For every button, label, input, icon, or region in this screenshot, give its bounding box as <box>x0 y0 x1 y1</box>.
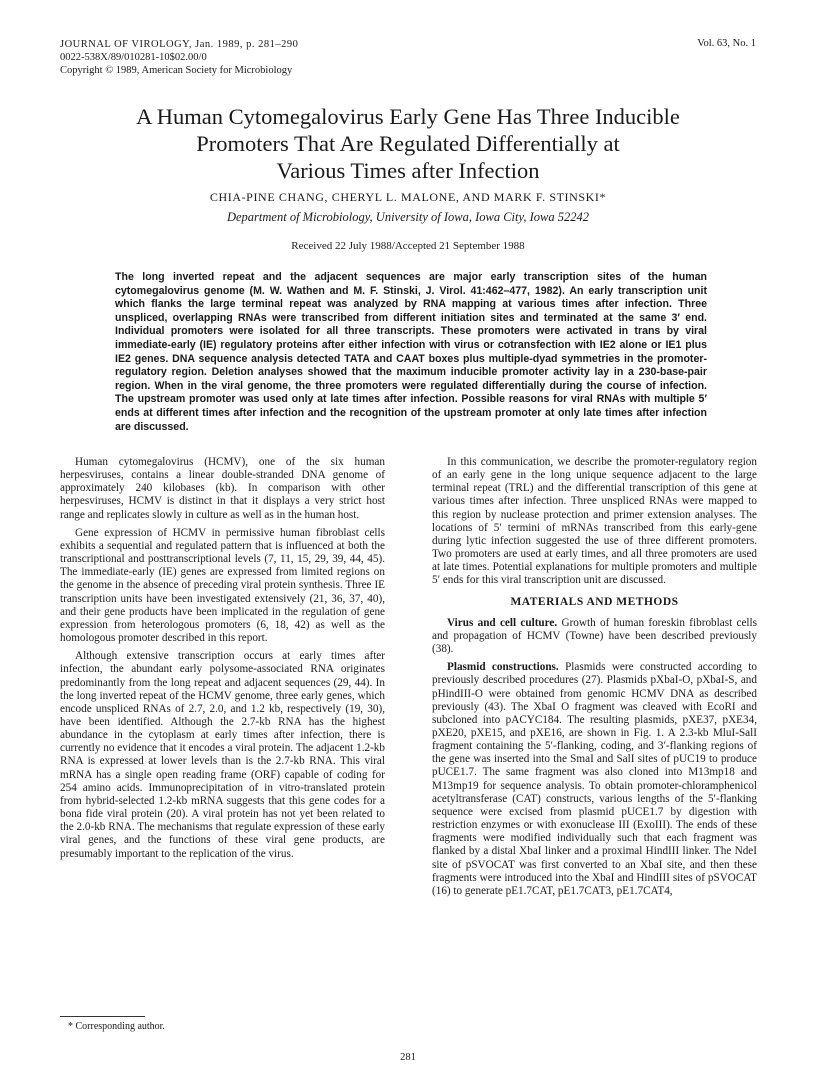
subsection-heading: Virus and cell culture. <box>447 616 558 629</box>
title-line: Various Times after Infection <box>276 158 540 183</box>
section-heading: MATERIALS AND METHODS <box>510 595 679 608</box>
subsection-heading: Plasmid constructions. <box>447 661 559 674</box>
abstract: The long inverted repeat and the adjacent sequences are major early transcription sites of the human cytomegalovirus genome (M. W. Wathen and M. F. Stinski, J. Virol. 41:462–477, 1982). An early transcription unit which flanks the large terminal repeat was analyzed by RNA mapping at various times after infection. Three unspliced, overlapping RNAs were transcribed from different initiation sites and terminated at the same 3′ end. Individual promoters were isolated for all three transcripts. These promoters were activated in trans by viral immediate-early (IE) regulatory proteins after either infection with virus or cotransfection with IE2 alone or IE1 plus IE2 genes. DNA sequence analysis detected TATA and CAAT boxes plus multiple-dyad symmetries in the promoter-regulatory region. Deletion analyses showed that the maximum inducible promoter activity lay in a 230-base-pair region. When in the viral genome, the three promoters were regulated differentially during the course of infection. The upstream promoter was used only at late times after infection. Possible reasons for viral RNAs with multiple 5′ ends at different times after infection and the recognition of the upstream promoter at only late times after infection are discussed. <box>115 271 707 433</box>
affiliation: Department of Microbiology, University of Iowa, Iowa City, Iowa 52242 <box>226 210 589 224</box>
paragraph-text: Plasmids were constructed according to previously described procedures (27). Plasmids pXbaI-O, pXbaI-S, and pHindIII-O were obtained from genomic HCMV DNA as described previously (43). The XbaI O fragment was cleaved with EcoRI and subcloned into pACYC184. The resulting plasmids, pXE37, pXE34, pXE20, pXE15, and pXE16, are shown in Fig. 1. A 2.3-kb MluI-SalI fragment containing the 5′-flanking, coding, and 3′-flanking regions of the gene was inserted into the SmaI and SalI sites of pUC19 to produce pUCE1.7. The same fragment was also cloned into M13mp18 and M13mp19 for sequence analysis. To obtain promoter-chloramphenicol acetyltransferase (CAT) constructs, various lengths of the 5′-flanking sequence were excised from plasmid pUCE1.7 by digestion with restriction enzymes or with exonuclease III (ExoIII). The ends of these fragments were modified individually such that each fragment was flanked by a distal XbaI linker and a proximal HindIII linker. The NdeI site of pSVOCAT was first converted to an XbaI site, and then these fragments were introduced into the XbaI and HindIII sites of pSVOCAT (16) to generate pE1.7CAT, pE1.7CAT3, pE1.7CAT4, <box>432 661 757 897</box>
journal-header <box>60 38 298 77</box>
title-line: A Human Cytomegalovirus Early Gene Has Three Inducible <box>136 104 680 129</box>
title-line: Promoters That Are Regulated Differentially at <box>196 131 620 156</box>
journal-citation: JOURNAL OF VIROLOGY, Jan. 1989, p. 281–290 <box>60 39 299 50</box>
body-paragraph: In this communication, we describe the promoter-regulatory region of an early gene in the long unique sequence adjacent to the large terminal repeat (TRL) and the differential transcription of this gene at various times after infection. Three unspliced RNAs were mapped to this region by nuclease protection and primer extension analyses. The locations of 5′ termini of mRNAs transcribed from this early-gene during lytic infection suggested the use of three different promoters. Two promoters are used at early times, and all three promoters are used at late times. Potential explanations for multiple promoters and multiple 5′ ends for this viral transcription unit are discussed. <box>432 456 757 587</box>
article-code: 0022-538X/89/010281-10$02.00/0 <box>60 52 207 63</box>
body-paragraph <box>432 661 757 898</box>
page-number: 281 <box>400 1052 416 1063</box>
footnote: * Corresponding author. <box>68 1021 165 1032</box>
author-list: CHIA-PINE CHANG, CHERYL L. MALONE, AND MARK F. STINSKI* <box>209 190 607 204</box>
body-paragraph <box>432 617 757 656</box>
footnote-divider <box>60 1016 145 1017</box>
article-title <box>60 103 756 184</box>
paragraph-text: Growth of human foreskin fibroblast cells and propagation of HCMV (Towne) have been described previously (38). <box>432 616 757 656</box>
body-paragraph: Gene expression of HCMV in permissive human fibroblast cells exhibits a sequential and regulated pattern that is influenced at both the transcriptional and posttranscriptional levels (7, 11, 15, 29, 39, 44, 45). The immediate-early (IE) genes are expressed from limited regions on the genome in the absence of preceding viral protein synthesis. Three IE transcription units have been investigated extensively (21, 36, 37, 40), and their gene products have been implicated in the regulation of gene expression from heterologous promoters (6, 18, 42) as well as the homologous promoter described in this report. <box>60 526 385 645</box>
volume-issue: Vol. 63, No. 1 <box>697 38 756 49</box>
received-dates: Received 22 July 1988/Accepted 21 September 1988 <box>291 240 525 252</box>
body-paragraph: Although extensive transcription occurs at early times after infection, the abundant early polysome-associated RNA originates predominantly from the long repeat and adjacent sequences (29, 44). In the long inverted repeat of the HCMV genome, three early genes, which encode unspliced RNAs of 2.7, 2.0, and 1.2 kb, respectively (19, 30), have been identified. Although the 2.7-kb RNA has the highest abundance in the cytoplasm at early times after infection, there is currently no evidence that it encodes a viral protein. The adjacent 1.2-kb RNA is expressed at lower levels than is the 2.7-kb RNA. This viral mRNA has a single open reading frame (ORF) capable of coding for 254 amino acids. Immunoprecipitation of in vitro-translated protein from hybrid-selected 1.2-kb mRNA suggests that this gene codes for a bona fide viral protein (20). A viral protein has not yet been related to the 2.0-kb RNA. The mechanisms that regulate expression of these early viral genes, and the functions of these viral gene products, are presumably important to the replication of the virus. <box>60 650 385 860</box>
body-paragraph: Human cytomegalovirus (HCMV), one of the six human herpesviruses, contains a linear double-stranded DNA genome of approximately 240 kilobases (kb). In comparison with other herpesviruses, HCMV is distinct in that it displays a very strict host range and replicates slowly in culture as well as in the human host. <box>60 456 385 521</box>
left-column <box>60 456 385 866</box>
copyright-line: Copyright © 1989, American Society for Microbiology <box>60 65 293 76</box>
right-column <box>432 456 757 903</box>
